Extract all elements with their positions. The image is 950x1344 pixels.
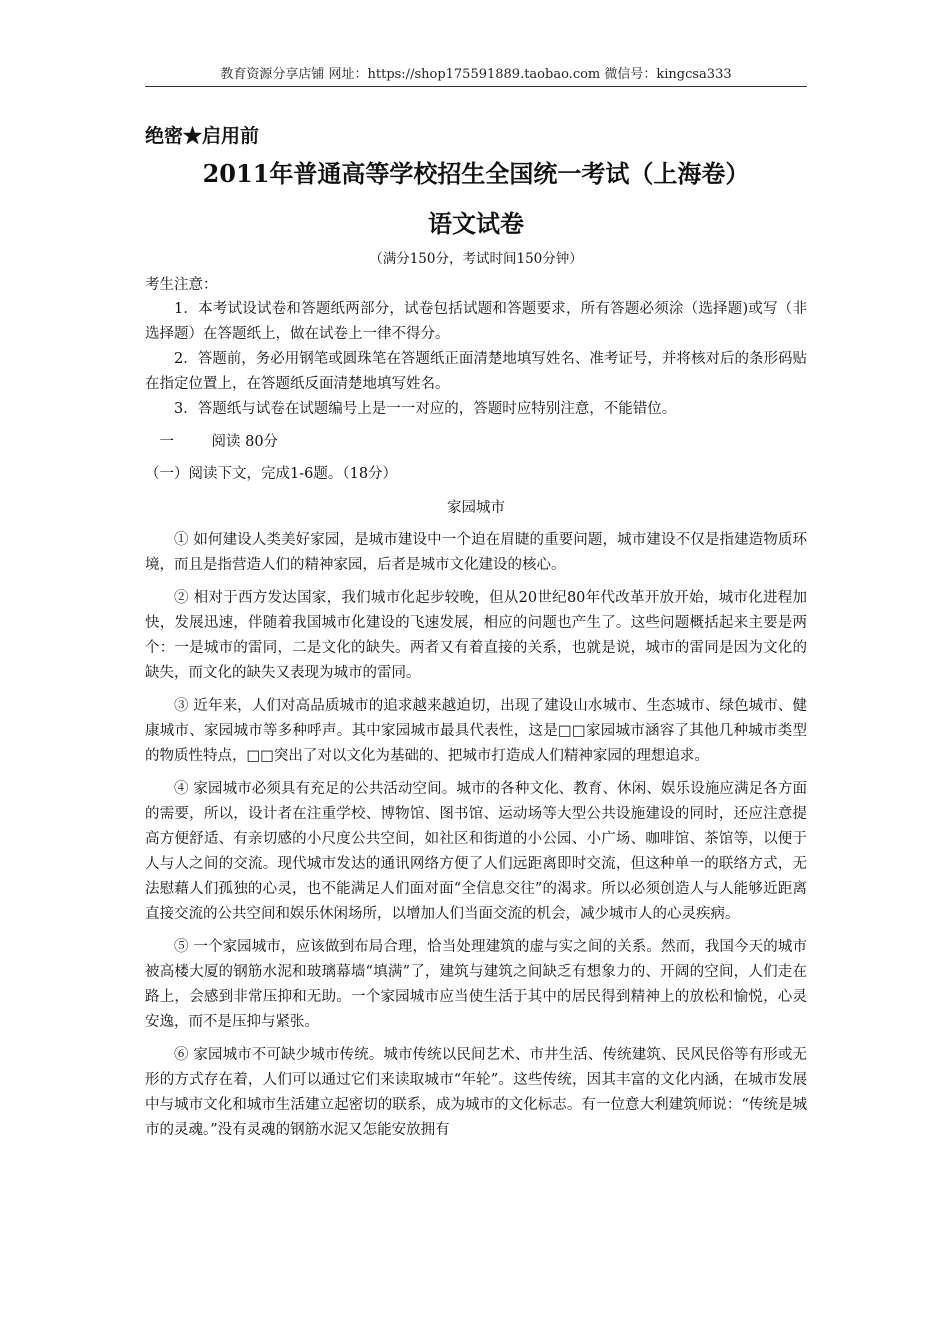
exam-title: 2011年普通高等学校招生全国统一考试（上海卷）: [202, 159, 750, 188]
exam-meta: （满分150分，考试时间150分钟）: [369, 251, 583, 267]
question-instruction: （一）阅读下文，完成1-6题。（18分）: [145, 466, 398, 482]
passage-paragraph: ⑤ 一个家园城市，应该做到布局合理，恰当处理建筑的虚与实之间的关系。然而，我国今天的城市被高楼大厦的钢筋水泥和玻璃幕墙“填满”了，建筑与建筑之间缺乏有想象力的、开阔的空间，人们走在路上，会感到非常压抑和无助。一个家园城市应当使生活于其中的居民得到精神上的放松和愉悦，心灵安逸，而不是压抑与紧张。: [145, 939, 807, 1030]
exam-body: [145, 273, 807, 1143]
passage-title: 家园城市: [447, 500, 505, 516]
page-header: 教育资源分享店铺 网址：https://shop175591889.taobao.com 微信号：kingcsa333: [220, 67, 732, 82]
header-divider: [145, 86, 807, 87]
passage-paragraph: ⑥ 家园城市不可缺少城市传统。城市传统以民间艺术、市井生活、传统建筑、民风民俗等有形或无形的方式存在着，人们可以通过它们来读取城市“年轮”。这些传统，因其丰富的文化内涵，在城市发展中与城市文化和城市生活建立起密切的联系，成为城市的文化标志。有一位意大利建筑师说：“传统是城市的灵魂。”没有灵魂的钢筋水泥又怎能安放拥有: [145, 1047, 807, 1138]
section-heading: [145, 430, 807, 454]
notice-item: 1．本考试设试卷和答题纸两部分，试卷包括试题和答题要求，所有答题必须涂（选择题)或写（非选择题）在答题纸上，做在试卷上一律不得分。: [145, 301, 807, 342]
passage-paragraph: ③ 近年来，人们对高品质城市的追求越来越迫切，出现了建设山水城市、生态城市、绿色城市、健康城市、家园城市等多种呼声。其中家园城市最具代表性，这是□□家园城市涵容了其他几种城市类型的物质性特点，□□突出了对以文化为基础的、把城市打造成人们精神家园的理想追求。: [145, 698, 807, 764]
passage-paragraph: ① 如何建设人类美好家园，是城市建设中一个迫在眉睫的重要问题，城市建设不仅是指建造物质环境，而且是指营造人们的精神家园，后者是城市文化建设的核心。: [145, 532, 807, 573]
notice-label: 考生注意：: [145, 277, 218, 293]
section-number: 一: [159, 434, 174, 450]
passage-paragraph: ② 相对于西方发达国家，我们城市化起步较晚，但从20世纪80年代改革开放开始，城市化进程加快，发展迅速，伴随着我国城市化建设的飞速发展，相应的问题也产生了。这些问题概括起来主要是两个：一是城市的雷同，二是文化的缺失。两者又有着直接的关系，也就是说，城市的雷同是因为文化的缺失，而文化的缺失又表现为城市的雷同。: [145, 590, 807, 681]
section-title: 阅读 80分: [211, 434, 279, 450]
notice-item: 2．答题前，务必用钢笔或圆珠笔在答题纸正面清楚地填写姓名、准考证号，并将核对后的条形码贴在指定位置上，在答题纸反面清楚地填写姓名。: [145, 351, 807, 392]
notice-item: 3．答题纸与试卷在试题编号上是一一对应的，答题时应特别注意，不能错位。: [174, 401, 677, 417]
passage-paragraph: ④ 家园城市必须具有充足的公共活动空间。城市的各种文化、教育、休闲、娱乐设施应满足各方面的需要，所以，设计者在注重学校、博物馆、图书馆、运动场等大型公共设施建设的同时，还应注意提高方便舒适、有亲切感的小尺度公共空间，如社区和街道的小公园、小广场、咖啡馆、茶馆等，以便于人与人之间的交流。现代城市发达的通讯网络方便了人们远距离即时交流，但这种单一的联络方式，无法慰藉人们孤独的心灵，也不能满足人们面对面“全信息交往”的渴求。所以必须创造人与人能够近距离直接交流的公共空间和娱乐休闲场所，以增加人们当面交流的机会，减少城市人的心灵疾病。: [145, 781, 807, 922]
secret-label: 绝密★启用前: [145, 125, 260, 147]
exam-subtitle: 语文试卷: [428, 209, 524, 238]
